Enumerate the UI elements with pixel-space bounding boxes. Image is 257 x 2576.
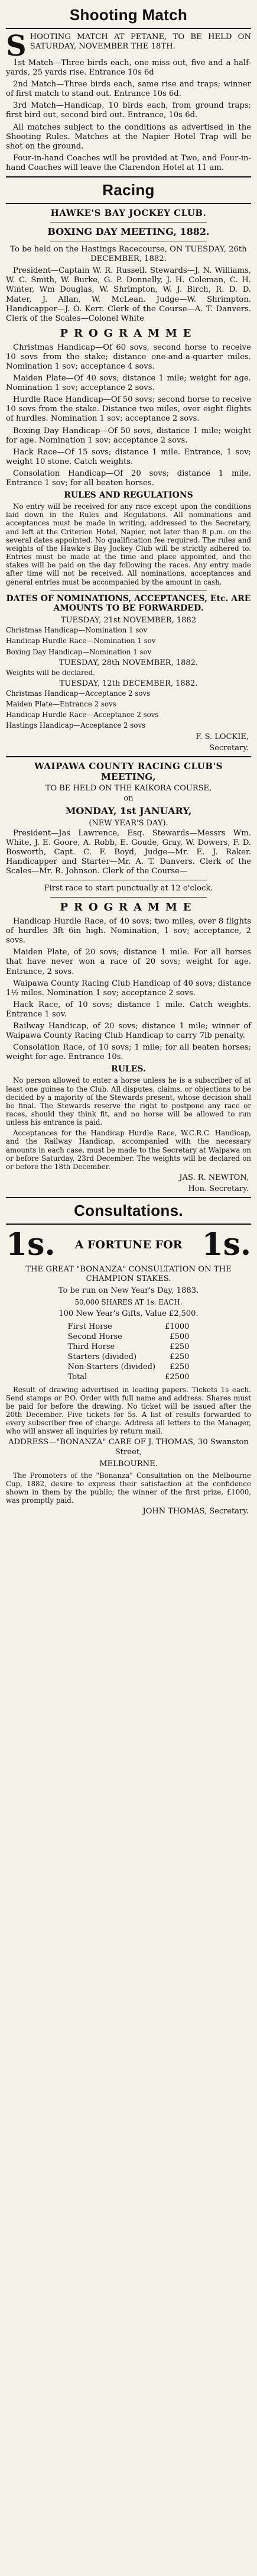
match-2: 2nd Match—Three birds each, same rise and traps; winner of first match to stand out. Entrance 10s 6d. — [6, 80, 251, 99]
shooting-header: Shooting Match — [69, 6, 188, 24]
rules-text: No person allowed to enter a horse unless he is a subscriber of at least one guinea to the Club. All disputes, claims, or objections to be decided by a majority of the Stewards present, whose decision shall be final. The Stewards reserve the right to postpone any race or races, should they think fit, and no horse will be allowed to run unless his entrance is paid. — [6, 1076, 251, 1127]
meeting-held: To be held on the Hastings Racecourse, ON TUESDAY, 26th DECEMBER, 1882. — [10, 245, 247, 264]
date-item: Weights will be declared. — [6, 668, 95, 677]
programme-heading: PROGRAMME — [60, 901, 197, 914]
date-item: Handicap Hurdle Race—Acceptance 2 sovs — [6, 711, 159, 719]
prize-label: Second Horse — [67, 1332, 122, 1341]
shares-line: 50,000 SHARES AT 1s. EACH. — [74, 1298, 183, 1307]
date-item: Christmas Handicap—Acceptance 2 sovs — [6, 689, 151, 698]
divider — [6, 176, 251, 177]
match-3: 3rd Match—Handicap, 10 birds each, from ground traps; first bird out, second bird out. Entrance, 10s 6d. — [6, 101, 251, 120]
race-item: Handicap Hurdle Race, of 40 sovs; two miles, over 8 flights of hurdles 3ft 6in high. Nomination, 1 sov; acceptance, 2 sovs. — [6, 917, 251, 945]
date-heading: TUESDAY, 12th DECEMBER, 1882. — [59, 679, 198, 688]
date-item: Boxing Day Handicap—Nomination 1 sov — [6, 647, 152, 656]
shooting-intro: HOOTING MATCH AT PETANE, TO BE HELD ON SATURDAY, NOVEMBER THE 18TH. — [30, 33, 251, 51]
signature-title: Secretary. — [209, 743, 249, 753]
closing-text: The Promoters of the "Bonanza" Consultation on the Melbourne Cup, 1882, desire to express their satisfaction at the confidence shown in them by the public; the winner of the first prize, £1000, was promptly paid. — [6, 1471, 251, 1505]
signature: JOHN THOMAS, Secretary. — [142, 1507, 249, 1516]
divider — [6, 1224, 251, 1225]
date-item: Hastings Handicap—Acceptance 2 sovs — [6, 721, 146, 730]
prize-label: Total — [67, 1372, 87, 1381]
race-item: Hack Race—Of 15 sovs; distance 1 mile. Entrance, 1 sov; weight 10 stone. Catch weights. — [6, 447, 251, 466]
race-item: Consolation Handicap—Of 20 sovs; distance 1 mile. Entrance 1 sov; for all beaten horses. — [6, 469, 251, 488]
signature: F. S. LOCKIE, — [196, 732, 249, 741]
divider — [6, 28, 251, 29]
date-item: Christmas Handicap—Nomination 1 sov — [6, 626, 148, 635]
prize-amount: £250 — [170, 1342, 190, 1351]
waipawa-date: MONDAY, 1st JANUARY, — [65, 805, 192, 816]
coach-notice: Four-in-hand Coaches will be provided at Two, and Four-in-hand Coaches will leave the Clarendon Hotel at 11 am. — [6, 153, 251, 172]
divider — [6, 203, 251, 204]
prize-row — [63, 1322, 194, 1332]
signature-title: Hon. Secretary. — [188, 1184, 249, 1194]
dates-heading: DATES OF NOMINATIONS, ACCEPTANCES, Etc. ARE AMOUNTS TO BE FORWARDED. — [6, 593, 251, 614]
date-item: Handicap Hurdle Race—Nomination 1 sov — [6, 637, 156, 645]
waipawa-on: on — [123, 793, 134, 803]
prize-amount: £250 — [170, 1352, 190, 1361]
race-item: Boxing Day Handicap—Of 50 sovs, distance 1 mile; weight for age. Nomination 1 sov; acceptance 2 sovs. — [6, 426, 251, 445]
divider — [6, 1197, 251, 1198]
consultations-header: Consultations. — [74, 1202, 183, 1220]
race-item: Hack Race, of 10 sovs; distance 1 mile. Catch weights. Entrance 1 sov. — [6, 1000, 251, 1019]
fortune-title: A FORTUNE FOR — [74, 1238, 183, 1252]
race-item: Consolation Race, of 10 sovs; 1 mile; for all beaten horses; weight for age. Entrance 10s. — [6, 1043, 251, 1062]
prize-amount: £250 — [170, 1362, 190, 1371]
prize-row — [63, 1352, 194, 1362]
match-1: 1st Match—Three birds each, one miss out, five and a half-yards, 25 yards rise. Entrance 10s 6d — [6, 59, 251, 78]
price-left: 1s. — [6, 1226, 56, 1263]
club-title: HAWKE'S BAY JOCKEY CLUB. — [50, 208, 207, 219]
prize-row — [63, 1342, 194, 1352]
fortune-banner — [6, 1226, 251, 1263]
prize-amount: £2500 — [165, 1372, 190, 1381]
prizes-heading: 100 New Year's Gifts, Value £2,500. — [58, 1309, 199, 1318]
prize-row — [63, 1332, 194, 1342]
date-heading: TUESDAY, 28th NOVEMBER, 1882. — [58, 658, 199, 667]
run-date: To be run on New Year's Day, 1883. — [58, 1286, 199, 1296]
first-race-notice: First race to start punctually at 12 o'clock. — [44, 883, 213, 893]
prize-table — [63, 1322, 194, 1382]
newspaper-page — [6, 0, 251, 1516]
rules-heading: RULES AND REGULATIONS — [64, 490, 193, 501]
rules-heading: RULES. — [111, 1064, 146, 1074]
shooting-conditions: All matches subject to the conditions as advertised in the Shooting Rules. Matches at the Napier Hotel Trap will be shot on the ground. — [6, 122, 251, 151]
prize-amount: £1000 — [165, 1322, 190, 1331]
race-item: Hurdle Race Handicap—Of 50 sovs; second horse to receive 10 sovs from the stake. Distance two miles, over eight flights of hurdles. Nomination 1 sov; acceptance 2 sovs. — [6, 395, 251, 424]
waipawa-officials: President—Jas Lawrence, Esq. Stewards—Messrs Wm. White, J. E. Goore, A. Robb, E. Goude, Gray, W. Dowers, F. D. Bosworth, Capt. C. F. Boyd, Judge—Mr. E. J. Raker. Handicapper and Starter—Mr. A. T. Danvers. Clerk of the Scales—Mr. R. Johnson. Clerk of the Course— — [6, 828, 251, 876]
city-line: MELBOURNE. — [99, 1459, 158, 1468]
prize-label: First Horse — [67, 1322, 112, 1331]
signature: JAS. R. NEWTON, — [179, 1173, 249, 1183]
waipawa-held: TO BE HELD ON THE KAIKORA COURSE, — [45, 783, 212, 793]
waipawa-newyear: (NEW YEAR'S DAY). — [89, 818, 168, 828]
price-right: 1s. — [201, 1226, 251, 1263]
prize-label: Third Horse — [67, 1342, 115, 1351]
date-heading: TUESDAY, 21st NOVEMBER, 1882 — [60, 616, 197, 625]
race-item: Maiden Plate, of 20 sovs; distance 1 mile. For all horses that have never won a race of 20 sovs; weight for age. Entrance, 2 sovs. — [6, 948, 251, 976]
officials: President—Captain W. R. Russell. Stewards—J. N. Williams, W. C. Smith, W. Burke, G. P. Donnelly, J. H. Coleman, C. H. Winter, Wm Douglas, W. Shrimpton, W. J. Birch, R. D. D. Mater, J. Allan, W. McLean. Judge—W. Shrimpton. Handicapper—J. O. Kerr. Clerk of the Course—A. T. Danvers. Clerk of the Scales—Colonel White — [6, 266, 251, 323]
drop-cap: S — [6, 30, 27, 63]
racing-header: Racing — [102, 181, 155, 199]
race-item: Railway Handicap, of 20 sovs; distance 1 mile; winner of Waipawa County Racing Club Handicap to carry 7lb penalty. — [6, 1022, 251, 1041]
divider — [6, 756, 251, 757]
prize-row — [63, 1372, 194, 1382]
acceptance-text: Acceptances for the Handicap Hurdle Race, W.C.R.C. Handicap, and the Railway Handicap, accompanied with the necessary amounts in each case, must be made to the Secretary at Waipawa on or before Saturday, 23rd December. The weights will be declared on or before the 18th December. — [6, 1129, 251, 1171]
consultation-body: Result of drawing advertised in leading papers. Tickets 1s each. Send stamps or P.O. Order with full name and address. Shares must be paid for before the drawing. No ticket will be issued after the 20th December. Five tickets for 5s. A list of results forwarded to every subscriber free of charge. Address all letters to the Manager, who will answer all inquiries by return mail. — [6, 1385, 251, 1436]
race-item: Waipawa County Racing Club Handicap of 40 sovs; distance 1½ miles. Nomination 1 sov; acceptance 2 sovs. — [6, 979, 251, 998]
prize-label: Non-Starters (divided) — [67, 1362, 156, 1371]
programme-heading: PROGRAMME — [60, 327, 197, 340]
address-line: ADDRESS—"BONANZA" CARE OF J. THOMAS, 30 Swanston Street, — [8, 1438, 249, 1457]
race-item: Christmas Handicap—Of 60 sovs, second horse to receive 10 sovs from the stake; distance one-and-a-quarter miles. Nomination 1 sov; acceptance 4 sovs. — [6, 343, 251, 371]
meeting-title: BOXING DAY MEETING, 1882. — [47, 226, 210, 238]
race-item: Maiden Plate—Of 40 sovs; distance 1 mile; weight for age. Nomination 1 sov; acceptance 2 sovs. — [6, 374, 251, 393]
prize-label: Starters (divided) — [67, 1352, 137, 1361]
date-item: Maiden Plate—Entrance 2 sovs — [6, 700, 116, 709]
bonanza-line: THE GREAT "BONANZA" CONSULTATION ON THE CHAMPION STAKES. — [25, 1265, 232, 1284]
waipawa-title: WAIPAWA COUNTY RACING CLUB'S MEETING, — [34, 760, 223, 782]
prize-amount: £500 — [170, 1332, 190, 1341]
rules-text: No entry will be received for any race except upon the conditions laid down in the Rules and Regulations. All nominations and acceptances must be made in writing, addressed to the Secretary, and left at the Criterion Hotel, Napier, not later than 8 p.m. on the several dates appointed. No qualification fee required. The rules and weights of the Hawke's Bay Jockey Club will be strictly adhered to. Entries must be made at the time and place appointed, and the stakes will be paid on the day following the races. Any entry made after time will not be received. All nominations, acceptances and general entries must be accompanied by the amount in cash. — [6, 502, 251, 586]
prize-row — [63, 1362, 194, 1372]
short-rule — [50, 897, 207, 898]
